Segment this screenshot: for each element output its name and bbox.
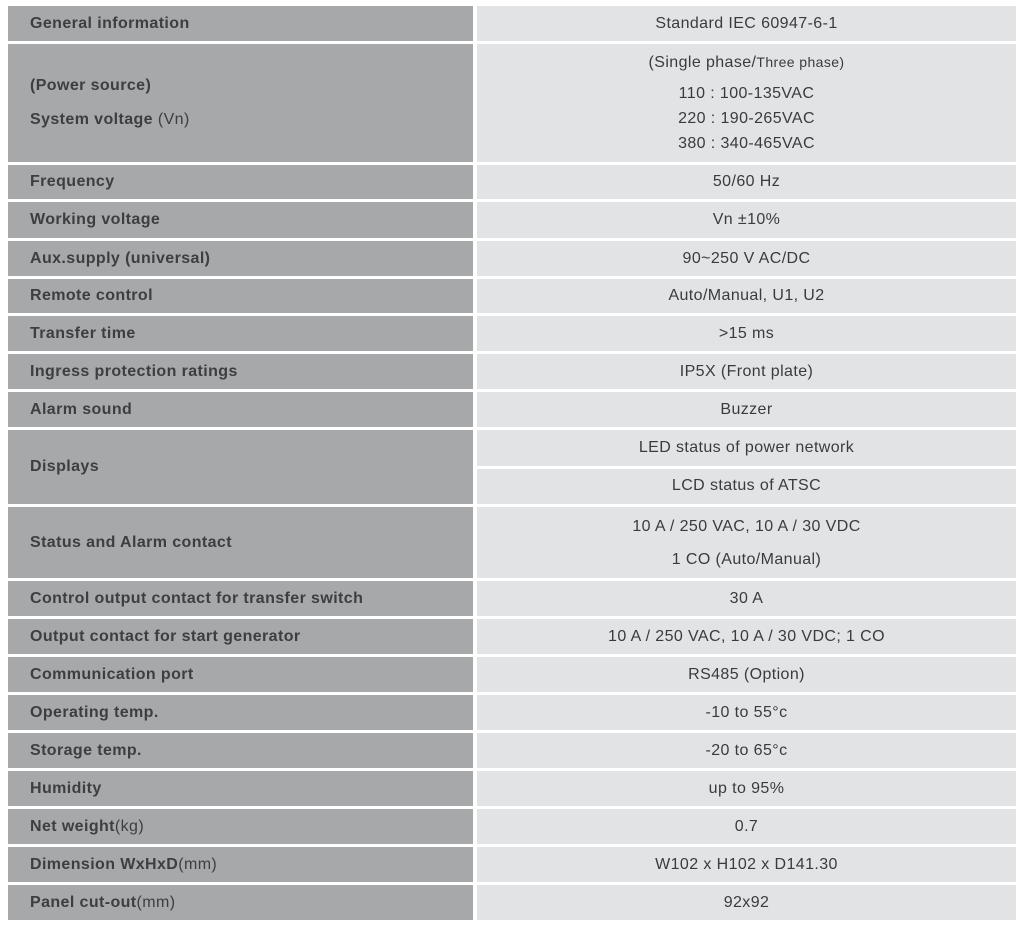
table-row-output-contact-generator — [8, 619, 1016, 654]
row-label: Output contact for start generator — [8, 619, 473, 654]
table-row-humidity — [8, 771, 1016, 806]
phase-note: (Single phase/Three phase) — [648, 54, 845, 71]
table-row-system-voltage — [8, 44, 1016, 162]
contact-type: 1 CO (Auto/Manual) — [671, 550, 822, 568]
row-label: Frequency — [8, 165, 473, 199]
voltage-range-380: 380 : 340-465VAC — [678, 135, 815, 152]
row-label: Aux.supply (universal) — [8, 241, 473, 276]
row-label: Storage temp. — [8, 733, 473, 768]
table-row-transfer-time — [8, 316, 1016, 351]
row-label: Panel cut-out(mm) — [8, 885, 473, 920]
row-value: -10 to 55°c — [477, 695, 1016, 730]
row-value: W102 x H102 x D141.30 — [477, 847, 1016, 882]
row-value: Auto/Manual, U1, U2 — [477, 279, 1016, 313]
table-row-control-output-contact — [8, 581, 1016, 616]
row-label: Transfer time — [8, 316, 473, 351]
system-voltage-label: System voltage (Vn) — [30, 111, 190, 128]
row-label: Displays — [8, 430, 473, 504]
row-value: RS485 (Option) — [477, 657, 1016, 692]
row-label: Working voltage — [8, 202, 473, 238]
table-row-ingress-protection — [8, 354, 1016, 389]
table-row-remote-control — [8, 279, 1016, 313]
contact-rating: 10 A / 250 VAC, 10 A / 30 VDC — [632, 517, 861, 535]
table-row-alarm-sound — [8, 392, 1016, 427]
table-row-general-information — [8, 6, 1016, 41]
row-value — [477, 430, 1016, 504]
voltage-range-220: 220 : 190-265VAC — [678, 110, 815, 127]
table-row-status-alarm-contact — [8, 507, 1016, 578]
row-label: Humidity — [8, 771, 473, 806]
row-label: Communication port — [8, 657, 473, 692]
row-label: Ingress protection ratings — [8, 354, 473, 389]
row-label: Operating temp. — [8, 695, 473, 730]
row-value: -20 to 65°c — [477, 733, 1016, 768]
row-label: Control output contact for transfer switch — [8, 581, 473, 616]
table-row-dimension — [8, 847, 1016, 882]
table-row-working-voltage — [8, 202, 1016, 238]
row-value: 30 A — [477, 581, 1016, 616]
row-label — [8, 44, 473, 162]
row-value: up to 95% — [477, 771, 1016, 806]
row-label: Remote control — [8, 279, 473, 313]
row-value: 90~250 V AC/DC — [477, 241, 1016, 276]
row-value: 50/60 Hz — [477, 165, 1016, 199]
row-label: Net weight(kg) — [8, 809, 473, 844]
display-led-status: LED status of power network — [638, 438, 855, 456]
table-row-panel-cut-out — [8, 885, 1016, 920]
row-value: 0.7 — [477, 809, 1016, 844]
row-value: IP5X (Front plate) — [477, 354, 1016, 389]
row-value: Vn ±10% — [477, 202, 1016, 238]
row-value: 92x92 — [477, 885, 1016, 920]
display-lcd-status: LCD status of ATSC — [477, 466, 1016, 505]
row-value: Buzzer — [477, 392, 1016, 427]
table-row-displays — [8, 430, 1016, 504]
row-label: Alarm sound — [8, 392, 473, 427]
table-row-operating-temp — [8, 695, 1016, 730]
row-label: General information — [8, 6, 473, 41]
table-row-net-weight — [8, 809, 1016, 844]
row-label: Status and Alarm contact — [8, 507, 473, 578]
power-source-label: (Power source) — [30, 77, 152, 94]
table-row-communication-port — [8, 657, 1016, 692]
row-label: Dimension WxHxD(mm) — [8, 847, 473, 882]
row-value: Standard IEC 60947-6-1 — [477, 6, 1016, 41]
row-value — [477, 44, 1016, 162]
row-value: >15 ms — [477, 316, 1016, 351]
voltage-range-110: 110 : 100-135VAC — [678, 85, 815, 102]
table-row-frequency — [8, 165, 1016, 199]
table-row-aux-supply — [8, 241, 1016, 276]
row-value — [477, 507, 1016, 578]
table-row-storage-temp — [8, 733, 1016, 768]
spec-table — [8, 6, 1016, 923]
row-value: 10 A / 250 VAC, 10 A / 30 VDC; 1 CO — [477, 619, 1016, 654]
